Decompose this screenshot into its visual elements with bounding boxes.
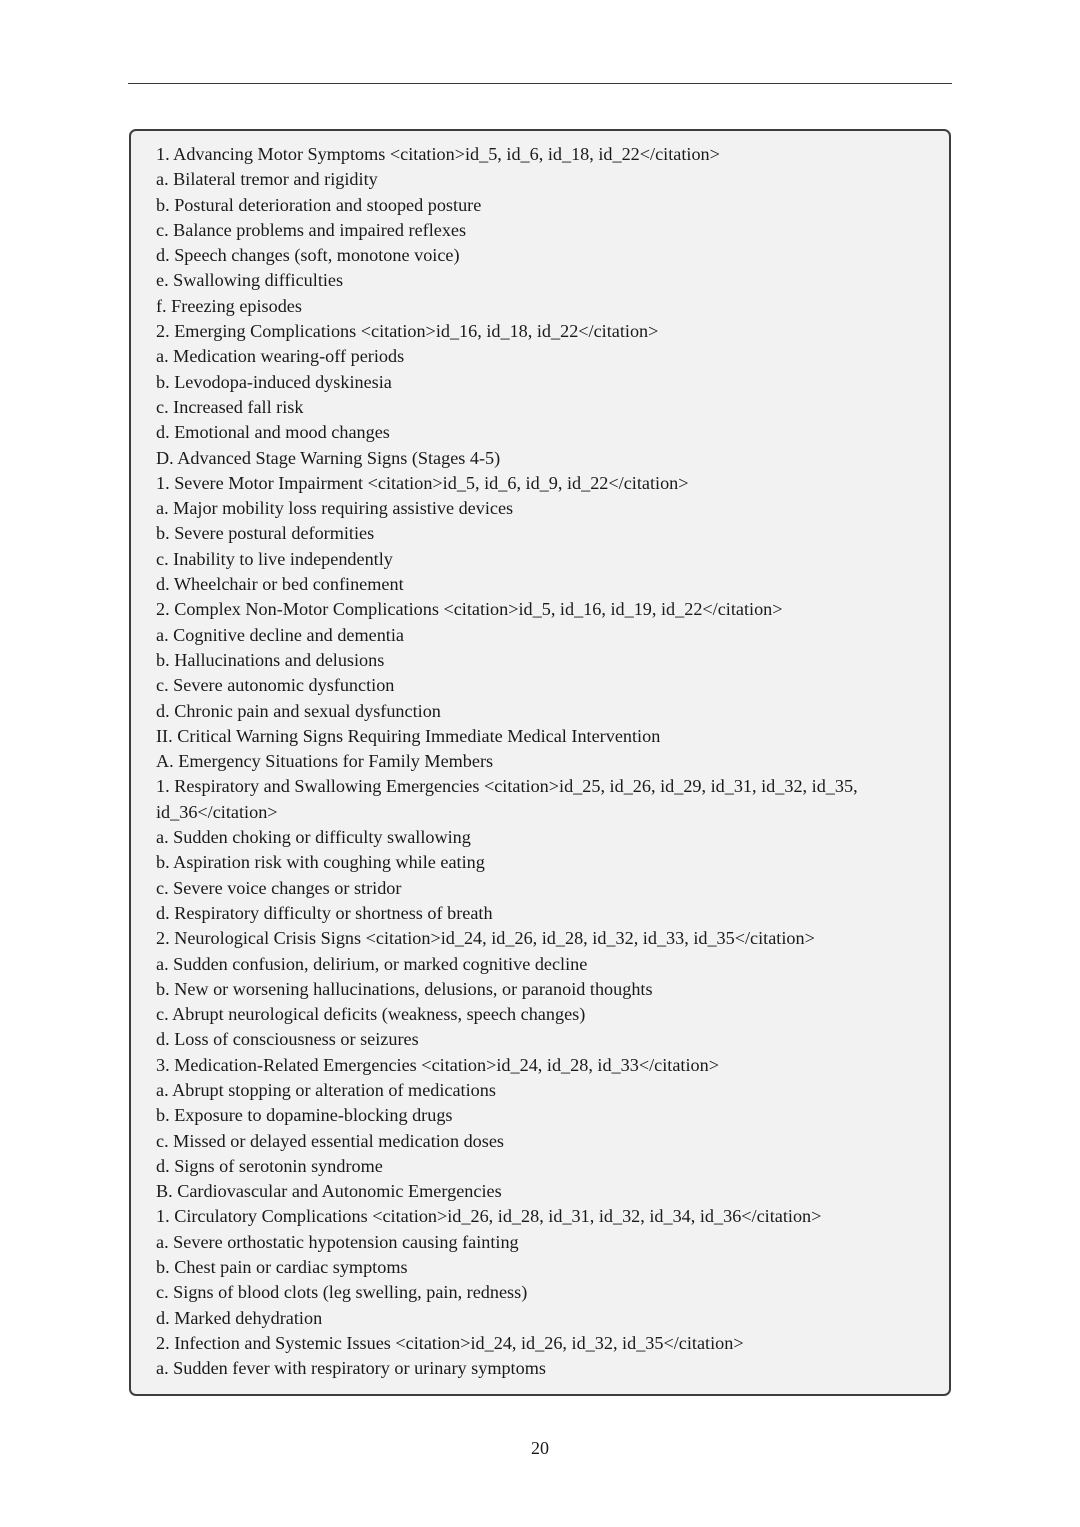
box-line: c. Severe autonomic dysfunction [156,675,395,696]
box-line: c. Increased fall risk [156,396,304,417]
box-line: b. New or worsening hallucinations, delusions, or paranoid thoughts [156,978,653,999]
box-line: b. Exposure to dopamine-blocking drugs [156,1105,453,1126]
box-line: d. Signs of serotonin syndrome [156,1155,383,1176]
box-line: A. Emergency Situations for Family Members [156,751,494,772]
box-line: b. Hallucinations and delusions [156,649,385,670]
box-line: c. Severe voice changes or stridor [156,877,402,898]
box-line: d. Loss of consciousness or seizures [156,1029,419,1050]
box-line: a. Bilateral tremor and rigidity [156,169,378,190]
box-line: a. Medication wearing-off periods [156,346,405,367]
box-line: a. Sudden choking or difficulty swallowing [156,827,471,848]
box-line: a. Sudden confusion, delirium, or marked cognitive decline [156,953,588,974]
box-line: 1. Advancing Motor Symptoms <citation>id_5, id_6, id_18, id_22</citation> [156,144,720,164]
box-line: a. Abrupt stopping or alteration of medications [156,1079,496,1100]
box-line: d. Respiratory difficulty or shortness of breath [156,902,493,923]
box-line: B. Cardiovascular and Autonomic Emergencies [156,1181,502,1202]
box-line: b. Aspiration risk with coughing while eating [156,852,485,873]
box-line: 1. Respiratory and Swallowing Emergencies <citation>id_25, id_26, id_29, id_31, id_32, id_35, id_36</citation> [156,776,858,822]
box-line: 1. Circulatory Complications <citation>id_26, id_28, id_31, id_32, id_34, id_36</citation> [156,1206,822,1227]
box-line: 3. Medication-Related Emergencies <citation>id_24, id_28, id_33</citation> [156,1054,719,1075]
box-line: c. Balance problems and impaired reflexes [156,219,467,240]
box-line: a. Severe orthostatic hypotension causing fainting [156,1231,519,1252]
box-line: f. Freezing episodes [156,295,302,316]
box-line: 2. Infection and Systemic Issues <citation>id_24, id_26, id_32, id_35</citation> [156,1332,744,1353]
header-rule [128,83,952,84]
box-line: b. Levodopa-induced dyskinesia [156,371,392,392]
box-line: c. Inability to live independently [156,548,393,569]
box-line: 2. Emerging Complications <citation>id_16, id_18, id_22</citation> [156,321,659,342]
box-line: D. Advanced Stage Warning Signs (Stages 4-5) [156,447,501,468]
box-line: d. Speech changes (soft, monotone voice) [156,245,460,266]
box-line: 2. Neurological Crisis Signs <citation>id_24, id_26, id_28, id_32, id_33, id_35</citation> [156,928,815,949]
box-line: d. Chronic pain and sexual dysfunction [156,700,441,721]
box-line: 1. Severe Motor Impairment <citation>id_5, id_6, id_9, id_22</citation> [156,472,689,493]
box-line: e. Swallowing difficulties [156,270,344,291]
box-line: a. Major mobility loss requiring assistive devices [156,498,514,519]
box-line: II. Critical Warning Signs Requiring Immediate Medical Intervention [156,725,661,746]
box-line: c. Signs of blood clots (leg swelling, pain, redness) [156,1282,528,1303]
box-line: a. Sudden fever with respiratory or urinary symptoms [156,1358,546,1379]
box-line: 2. Complex Non-Motor Complications <citation>id_5, id_16, id_19, id_22</citation> [156,599,783,620]
box-line: b. Severe postural deformities [156,523,375,544]
box-line: c. Missed or delayed essential medication doses [156,1130,504,1151]
box-line: b. Chest pain or cardiac symptoms [156,1257,408,1278]
content-box [129,129,951,1396]
box-line: b. Postural deterioration and stooped posture [156,194,482,215]
box-line: a. Cognitive decline and dementia [156,624,404,645]
page-number: 20 [531,1438,549,1458]
box-line: d. Wheelchair or bed confinement [156,574,404,595]
box-line: c. Abrupt neurological deficits (weakness, speech changes) [156,1004,586,1025]
box-line: d. Marked dehydration [156,1307,323,1328]
box-line: d. Emotional and mood changes [156,422,390,443]
